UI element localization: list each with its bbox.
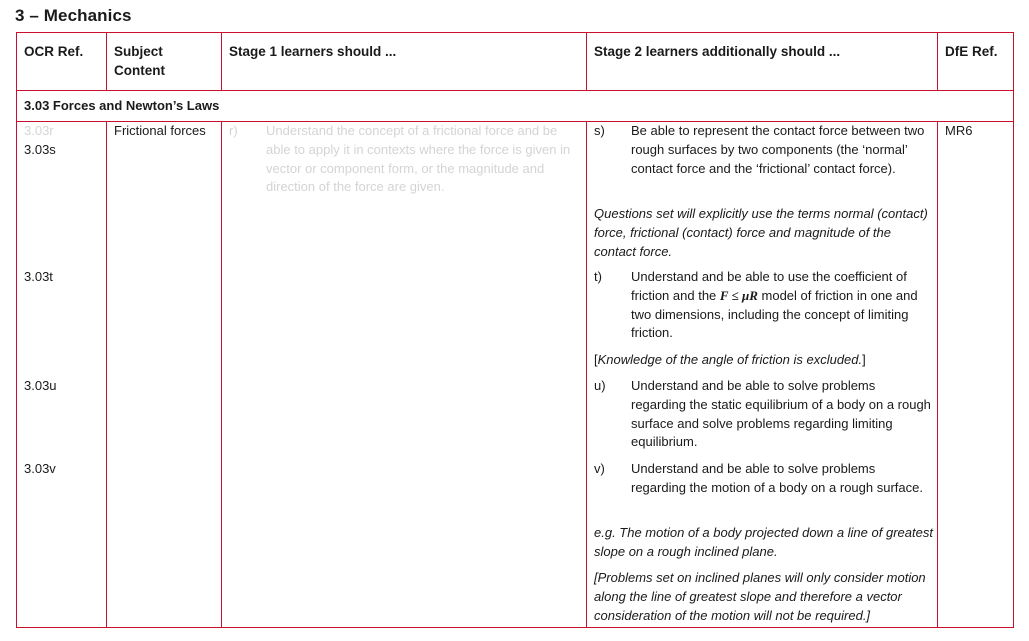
ref-3-03s: 3.03s [24, 142, 56, 157]
stage2-s-note: Questions set will explicitly use the terms normal (contact) force, frictional (contact) force and magnitude of the contact force. [594, 206, 928, 259]
column-divider [937, 33, 938, 627]
ref-3-03v: 3.03v [24, 461, 56, 476]
stage2-t-text-a: Understand and be able to use the coefficient of friction and the [631, 269, 907, 303]
bracket-close: ] [862, 352, 866, 367]
stage1-item-label: r) [229, 123, 238, 138]
subheading: 3.03 Forces and Newton’s Laws [24, 98, 220, 113]
stage2-t-text [631, 268, 933, 343]
stage2-u-label: u) [594, 378, 606, 393]
column-divider [106, 33, 107, 627]
stage2-s-label: s) [594, 123, 605, 138]
stage2-t-note-text: Knowledge of the angle of friction is excluded. [597, 352, 863, 367]
header-ocr-ref: OCR Ref. [24, 44, 84, 59]
column-divider [586, 33, 587, 627]
dfe-ref: MR6 [945, 123, 973, 138]
stage2-t-label: t) [594, 269, 602, 284]
stage2-u-text: Understand and be able to solve problems regarding the static equilibrium of a body on a rough surface and solve problems regarding limiting equilibrium. [631, 378, 931, 450]
spec-table [16, 32, 1014, 628]
ref-3-03u: 3.03u [24, 378, 57, 393]
ref-3-03r: 3.03r [24, 123, 54, 138]
bracket-open: [ [594, 352, 598, 367]
column-divider [221, 33, 222, 627]
stage2-s-text: Be able to represent the contact force between two rough surfaces by two components (the ‘normal’ contact force and the ‘frictional’ contact force). [631, 123, 925, 176]
ref-3-03t: 3.03t [24, 269, 53, 284]
friction-formula: F ≤ μR [719, 287, 758, 303]
header-stage1: Stage 1 learners should ... [229, 44, 397, 59]
stage2-v-label: v) [594, 461, 605, 476]
header-dfe-ref: DfE Ref. [945, 44, 998, 59]
subject-content: Frictional forces [114, 123, 206, 138]
stage2-v-note: [Problems set on inclined planes will only consider motion along the line of greatest slope and therefore a vector consideration of the motion will not be required.] [594, 570, 926, 623]
page-title: 3 – Mechanics [15, 6, 132, 25]
subheading-row [17, 90, 1013, 122]
header-subject-content: Subject Content [114, 44, 165, 78]
stage2-t-note [594, 351, 934, 370]
stage1-item-text: Understand the concept of a frictional force and be able to apply it in contexts where the force is given in vector or component form, or the magnitude and direction of the force are given. [266, 123, 571, 195]
stage2-t-text-b: model of friction in one and two dimensions, including the concept of limiting friction. [631, 287, 918, 341]
stage2-v-text: Understand and be able to solve problems regarding the motion of a body on a rough surface. [631, 461, 923, 495]
stage2-v-example: e.g. The motion of a body projected down a line of greatest slope on a rough inclined plane. [594, 525, 933, 559]
header-stage2: Stage 2 learners additionally should ... [594, 44, 841, 59]
